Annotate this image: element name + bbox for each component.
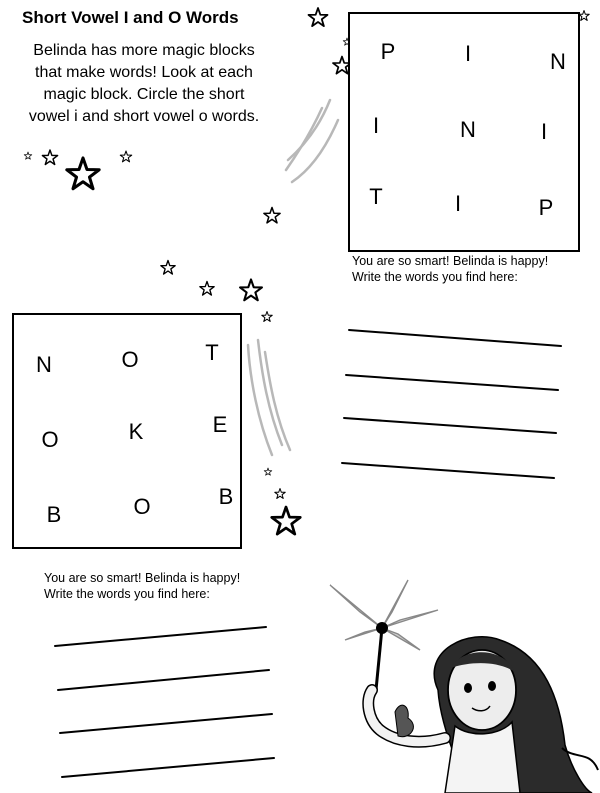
block-letter[interactable]: O: [121, 347, 139, 372]
block-letter[interactable]: K: [128, 419, 144, 444]
answer-line[interactable]: [342, 463, 554, 478]
block-letter[interactable]: O: [133, 494, 151, 519]
answer-line[interactable]: [344, 418, 556, 433]
answer-line[interactable]: [55, 627, 266, 646]
star-icon: [67, 158, 99, 189]
block-letter[interactable]: T: [205, 340, 219, 365]
block-caption: [352, 253, 548, 285]
caption-line: You are so smart! Belinda is happy!: [352, 254, 549, 268]
block-letter[interactable]: B: [46, 502, 62, 527]
block-letter[interactable]: I: [464, 41, 472, 66]
star-icon: [120, 151, 131, 162]
block-letter[interactable]: I: [372, 113, 380, 138]
instruction-line: Belinda has more magic blocks: [33, 42, 255, 59]
star-icon: [579, 11, 589, 21]
caption-line: Write the words you find here:: [352, 270, 518, 284]
block-letter[interactable]: O: [41, 427, 59, 452]
block-letter[interactable]: N: [36, 352, 52, 377]
star-icon: [200, 282, 214, 296]
block-letter[interactable]: N: [460, 117, 476, 142]
caption-line: Write the words you find here:: [44, 587, 210, 601]
answer-line[interactable]: [60, 714, 272, 733]
magic-block-pin: [348, 12, 580, 252]
star-icon: [262, 312, 272, 322]
star-icon: [24, 152, 32, 159]
answer-line[interactable]: [346, 375, 558, 390]
block-letter[interactable]: I: [454, 191, 462, 216]
answer-line[interactable]: [349, 330, 561, 346]
star-icon: [264, 468, 272, 475]
star-icon: [240, 280, 262, 301]
magic-block-not: [12, 313, 242, 549]
block-letter[interactable]: P: [380, 39, 396, 64]
star-icon: [264, 208, 280, 223]
block-letter[interactable]: P: [538, 195, 554, 220]
star-icon: [308, 8, 327, 26]
answer-line[interactable]: [58, 670, 269, 690]
block-letter[interactable]: N: [550, 49, 566, 74]
star-icon: [161, 261, 175, 275]
block-letter[interactable]: E: [212, 412, 228, 437]
block-letter[interactable]: I: [540, 119, 548, 144]
instruction-line: vowel i and short vowel o words.: [28, 108, 260, 125]
caption-line: You are so smart! Belinda is happy!: [44, 571, 241, 585]
worksheet-title: Short Vowel I and O Words: [22, 8, 239, 27]
fairy-girl-illustration: [368, 637, 598, 793]
block-letter[interactable]: B: [218, 484, 234, 509]
block-letter[interactable]: T: [369, 184, 383, 209]
star-icon: [42, 150, 57, 164]
instruction-line: that make words! Look at each: [35, 64, 253, 81]
star-icon: [275, 489, 285, 499]
sparkle-trail: [248, 100, 338, 455]
instruction-line: magic block. Circle the short: [43, 86, 245, 103]
block-caption: [44, 570, 240, 602]
star-icon: [272, 507, 301, 534]
answer-line[interactable]: [62, 758, 274, 777]
magic-wand-icon: [330, 580, 438, 690]
